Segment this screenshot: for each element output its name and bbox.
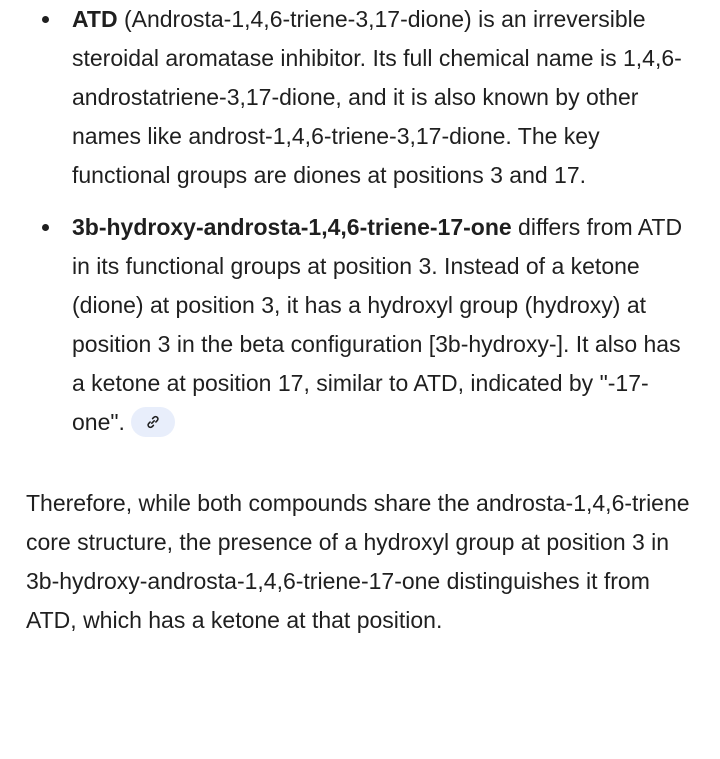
bold-term: 3b-hydroxy-androsta-1,4,6-triene-17-one (72, 214, 512, 240)
bold-term: ATD (72, 6, 118, 32)
response-content (26, 0, 696, 640)
bullet-dot (42, 224, 49, 231)
bullet-dot (42, 16, 49, 23)
bullet-list (26, 0, 696, 442)
item-text: (Androsta-1,4,6-triene-3,17-dione) is an irreversible steroidal aromatase inhibitor. Its full chemical name is 1,4,6-androstatriene-3,17-dione, and it is also known by other names like androst-1,4,6-triene-3,17-dione. The key functional groups are diones at positions 3 and 17. (72, 6, 682, 188)
summary-paragraph: Therefore, while both compounds share the androsta-1,4,6-triene core structure, the presence of a hydroxyl group at position 3 in 3b-hydroxy-androsta-1,4,6-triene-17-one distinguishes it from ATD, which has a ketone at that position. (26, 490, 690, 633)
link-icon (145, 414, 161, 430)
list-item (26, 0, 696, 195)
list-item (26, 208, 696, 442)
item-text: differs from ATD in its functional groups at position 3. Instead of a ketone (dione) at position 3, it has a hydroxyl group (hydroxy) at position 3 in the beta configuration [3b-hydroxy-]. It also has a ketone at position 17, similar to ATD, indicated by "-17-one". (72, 214, 683, 435)
source-link-button[interactable] (131, 407, 175, 437)
